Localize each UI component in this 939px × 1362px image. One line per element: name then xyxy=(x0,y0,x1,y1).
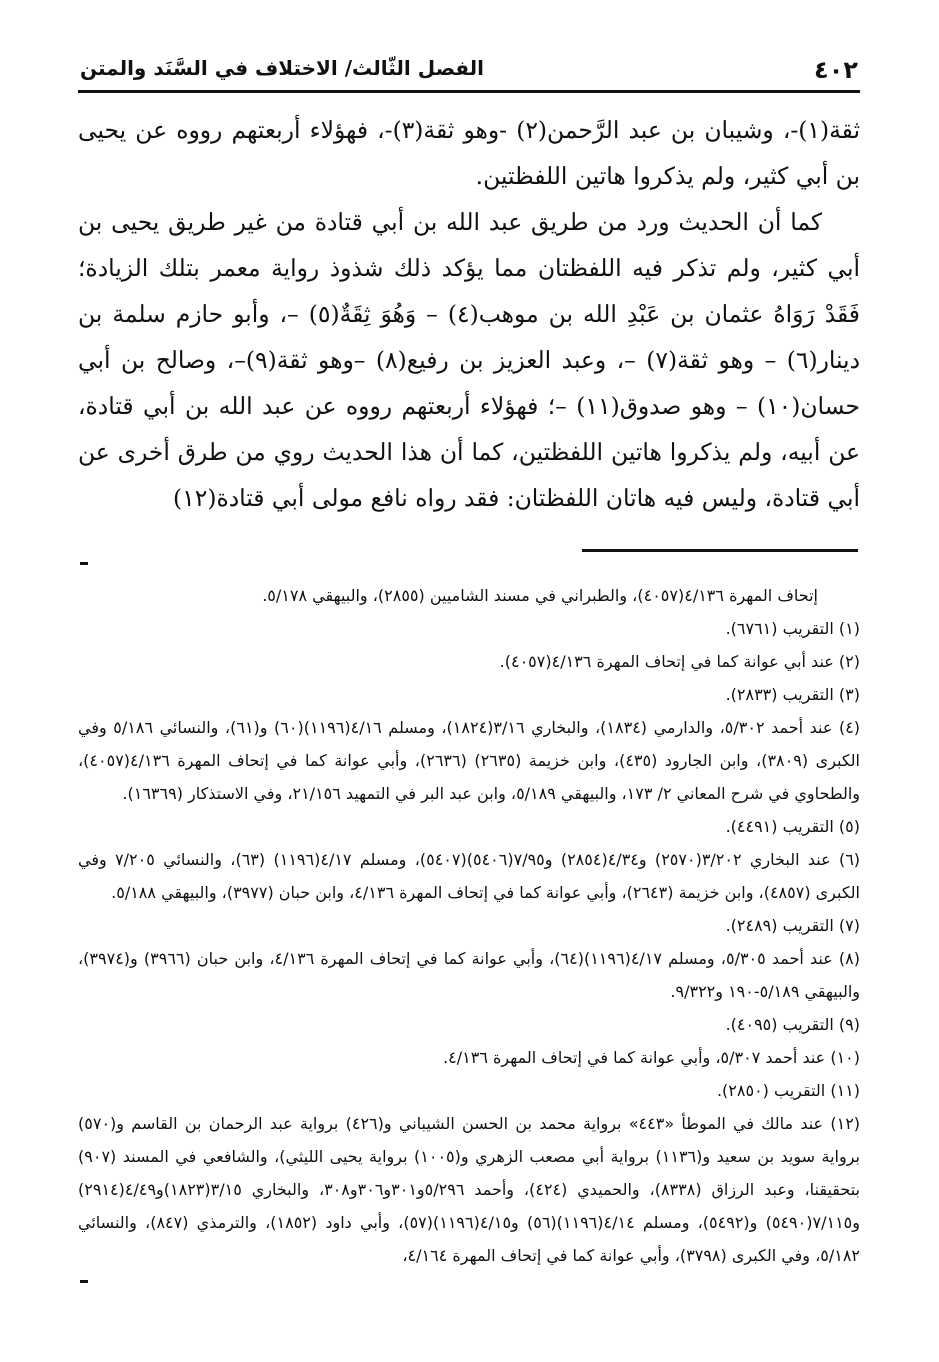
footnote-4: (٤) عند أحمد ٥/٣٠٢، والدارمي (١٨٣٤)، والبخاري ٣/١٦(١٨٢٤)، ومسلم ٤/١٦(١١٩٦)(٦٠) و(٦١)، والنسائي ٥/١٨٦ وفي الكبرى (٣٨٠٩)، وابن الجارود (٤٣٥)، وابن خزيمة (٢٦٣٥) (٢٦٣٦)، وأبي عوانة كما في إتحاف المهرة ٤/١٣٦(٤٠٥٧)، والطحاوي في شرح المعاني ٢/ ١٧٣، والبيهقي ٥/١٨٩، وابن عبد البر في التمهيد ٢١/١٥٦، وفي الاستذكار (١٦٣٦٩). xyxy=(78,718,861,803)
paragraph-2: كما أن الحديث ورد من طريق عبد الله بن أبي قتادة من غير طريق يحيى بن أبي كثير، ولم تذكر فيه اللفظتان مما يؤكد ذلك شذوذ رواية معمر بتلك الزيادة؛ فَقَدْ رَوَاهُ عثمان بن عَبْدِ الله بن موهب(٤) – وَهُوَ ثِقَةٌ(٥) –، وأبو حازم سلمة بن دينار(٦) – وهو ثقة(٧) –، وعبد العزيز بن رفيع(٨) –وهو ثقة(٩)–، وصالح بن أبي حسان(١٠) – وهو صدوق(١١) –؛ فهؤلاء أربعتهم رووه عن عبد الله بن أبي قتادة، عن أبيه، ولم يذكروا هاتين اللفظتين، كما أن هذا الحديث روي من طرق أخرى عن أبي قتادة، وليس فيه هاتان اللفظتان: فقد رواه نافع مولى أبي قتادة(١٢) xyxy=(78,208,860,512)
chapter-title: الفصل الثّالث/ الاختلاف في السَّنَد والمتن xyxy=(80,56,485,80)
continuation-mark xyxy=(80,562,88,565)
page-number: ٤٠٢ xyxy=(814,56,858,84)
footnote-7: (٧) التقريب (٢٤٨٩). xyxy=(725,916,860,935)
page-header xyxy=(78,40,860,93)
book-page xyxy=(78,40,860,1340)
footnotes xyxy=(78,579,860,1272)
paragraph-1: ثقة(١)-، وشيبان بن عبد الرَّحمن(٢) -وهو ثقة(٣)-، فهؤلاء أربعتهم رووه عن يحيى بن أبي كثير، ولم يذكروا هاتين اللفظتين. xyxy=(78,116,860,190)
footnote-12: (١٢) عند مالك في الموطأ «٤٤٣» برواية محمد بن الحسن الشيباني و(٤٢٦) برواية عبد الرحمان بن القاسم و(٥٧٠) برواية سويد بن سعيد و(١١٣٦) برواية أبي مصعب الزهري و(١٠٠٥) برواية يحيى الليثي)، والشافعي في المسند (٩٠٧) بتحقيقنا، وعبد الرزاق (٨٣٣٨)، والحميدي (٤٢٤)، وأحمد ٥/٢٩٦و٣٠١و٣٠٦و٣٠٨، والبخاري ٣/١٥(١٨٢٣)و٤/٤٩(٢٩١٤) و٧/١١٥(٥٤٩٠) و(٥٤٩٢)، ومسلم ٤/١٤(١١٩٦)(٥٦) و٤/١٥(١١٩٦)(٥٧)، وأبي داود (١٨٥٢)، والترمذي (٨٤٧)، والنسائي ٥/١٨٢، وفي الكبرى (٣٧٩٨)، وأبي عوانة كما في إتحاف المهرة ٤/١٦٤، xyxy=(78,1114,861,1265)
footnote-continuation: إتحاف المهرة ٤/١٣٦(٤٠٥٧)، والطبراني في مسند الشاميين (٢٨٥٥)، والبيهقي ٥/١٧٨. xyxy=(262,586,818,605)
footnote-6: (٦) عند البخاري ٣/٢٠٢(٢٥٧٠) و٤/٣٤(٢٨٥٤) و٧/٩٥(٥٤٠٦)(٥٤٠٧)، ومسلم ٤/١٧(١١٩٦) (٦٣)، والنسائي ٧/٢٠٥ وفي الكبرى (٤٨٥٧)، وابن خزيمة (٢٦٤٣)، وأبي عوانة كما في إتحاف المهرة ٤/١٣٦، وابن حبان (٣٩٧٧)، والبيهقي ٥/١٨٨. xyxy=(78,850,861,902)
footnote-2: (٢) عند أبي عوانة كما في إتحاف المهرة ٤/١٣٦(٤٠٥٧). xyxy=(499,652,860,671)
page-end-mark xyxy=(80,1280,88,1283)
footnote-8: (٨) عند أحمد ٥/٣٠٥، ومسلم ٤/١٧(١١٩٦)(٦٤)، وأبي عوانة كما في إتحاف المهرة ٤/١٣٦، وابن حبان (٣٩٦٦) و(٣٩٧٤)، والبيهقي ٥/١٨٩-١٩٠ و٩/٣٢٢. xyxy=(78,949,861,1001)
main-text xyxy=(78,107,860,521)
footnote-1: (١) التقريب (٦٧٦١). xyxy=(725,619,860,638)
footnote-separator xyxy=(582,549,858,552)
footnote-10: (١٠) عند أحمد ٥/٣٠٧، وأبي عوانة كما في إتحاف المهرة ٤/١٣٦. xyxy=(443,1048,860,1067)
footnote-9: (٩) التقريب (٤٠٩٥). xyxy=(725,1015,860,1034)
footnote-5: (٥) التقريب (٤٤٩١). xyxy=(725,817,860,836)
footnote-11: (١١) التقريب (٢٨٥٠). xyxy=(716,1081,860,1100)
footnote-3: (٣) التقريب (٢٨٣٣). xyxy=(725,685,860,704)
